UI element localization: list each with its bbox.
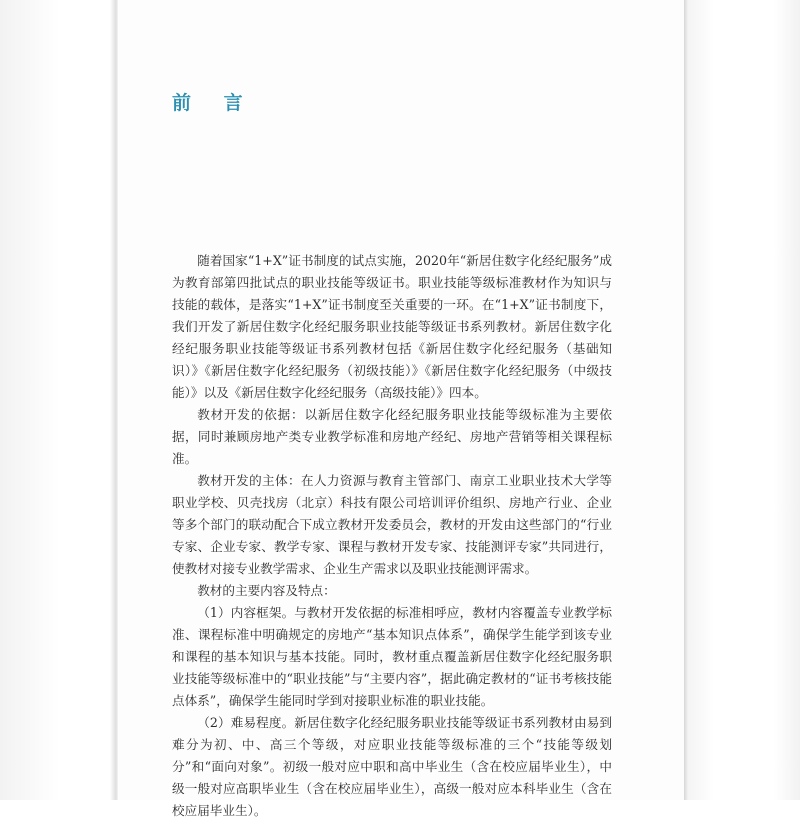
paragraph-framework: （1）内容框架。与教材开发依据的标准相呼应，教材内容覆盖专业教学标准、课程标准中明确规定的房地产“基本知识点体系”，确保学生能学到该专业和课程的基本知识与基本技能。同时，教材重点覆盖新居住数字化经纪服务职业技能等级标准中的“职业技能”与“主要内容”，据此确定教材的“证书考核技能点体系”，确保学生能同时学到对接职业标准的职业技能。 xyxy=(172,605,612,708)
paragraph-difficulty: （2）难易程度。新居住数字化经纪服务职业技能等级证书系列教材由易到难分为初、中、高三个等级，对应职业技能等级标准的三个“技能等级划分”和“面向对象”。初级一般对应中职和高中毕业生（含在校应届毕业生），中级一般对应高职毕业生（含在校应届毕业生），高级一般对应本科毕业生（含在校应届毕业生）。 xyxy=(172,715,612,818)
left-page-edge xyxy=(0,0,118,800)
right-page-edge xyxy=(684,0,800,800)
paragraph-basis: 教材开发的依据：以新居住数字化经纪服务职业技能等级标准为主要依据，同时兼顾房地产类专业教学标准和房地产经纪、房地产营销等相关课程标准。 xyxy=(172,407,612,466)
paragraph-content-heading: 教材的主要内容及特点： xyxy=(197,583,336,598)
paragraph-intro: 随着国家“1+X”证书制度的试点实施，2020年“新居住数字化经纪服务”成为教育部第四批试点的职业技能等级证书。职业技能等级标准教材作为知识与技能的载体，是落实“1+X”证书制度至关重要的一环。在“1+X”证书制度下，我们开发了新居住数字化经纪服务职业技能等级证书系列教材。新居住数字化经纪服务职业技能等级证书系列教材包括《新居住数字化经纪服务（基础知识）》《新居住数字化经纪服务（初级技能）》《新居住数字化经纪服务（中级技能）》以及《新居住数字化经纪服务（高级技能）》四本。 xyxy=(172,253,612,400)
paragraph-subject: 教材开发的主体：在人力资源与教育主管部门、南京工业职业技术大学等职业学校、贝壳找房（北京）科技有限公司培训评价组织、房地产行业、企业等多个部门的联动配合下成立教材开发委员会，教材的开发由这些部门的“行业专家、企业专家、教学专家、课程与教材开发专家、技能测评专家”共同进行，使教材对接专业教学需求、企业生产需求以及职业技能测评需求。 xyxy=(172,473,612,576)
preface-body xyxy=(172,250,612,822)
page-title: 前 言 xyxy=(172,92,256,114)
